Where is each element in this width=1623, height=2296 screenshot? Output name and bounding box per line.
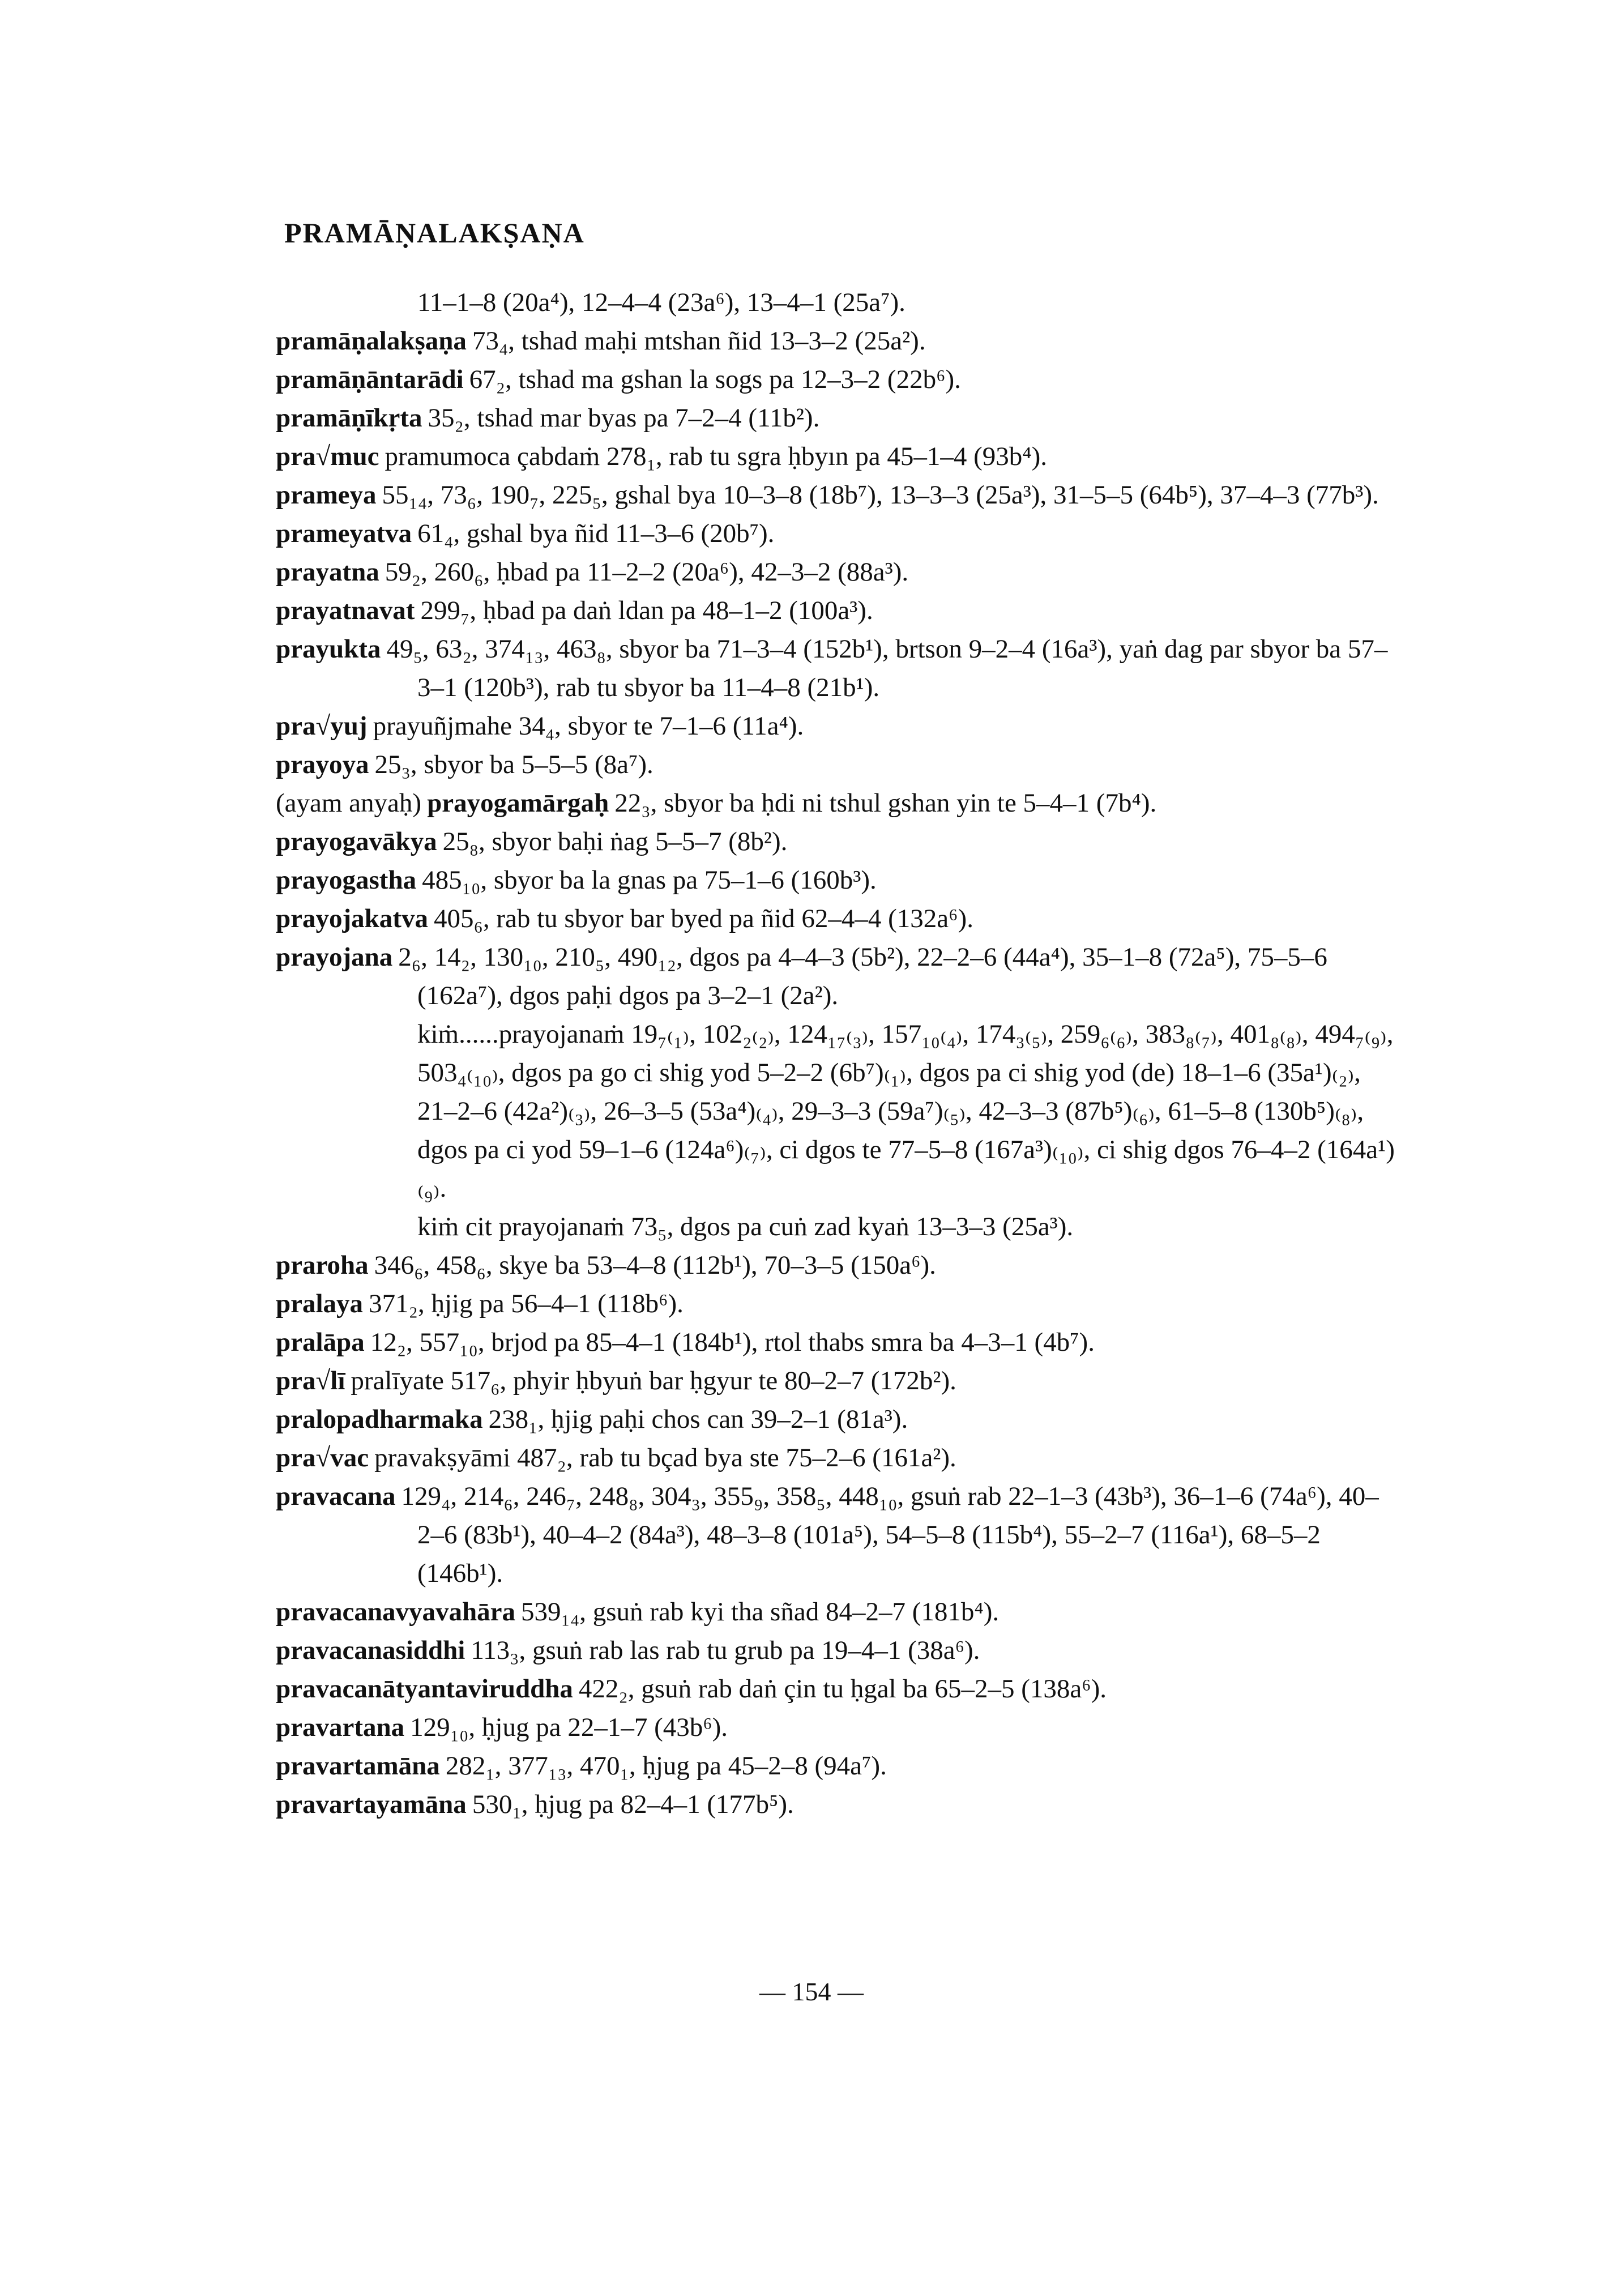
index-entry: [276, 399, 1397, 437]
index-entry: [276, 514, 1397, 553]
entry-headword: prayukta: [276, 634, 381, 664]
entry-headword: pra√vac: [276, 1443, 369, 1473]
index-entry: [276, 1708, 1397, 1747]
entry-headword: pravacana: [276, 1482, 396, 1511]
index-entry: [276, 707, 1397, 745]
entry-headword: pravacanātyantaviruddha: [276, 1674, 573, 1704]
index-entry: [276, 1284, 1397, 1323]
entry-references: pramumoca çabdaṁ 278₁, rab tu sgra ḥbyın pa 45–1–4 (93b⁴).: [385, 442, 1048, 471]
index-entry: [276, 630, 1397, 707]
entry-headword: pravartamāna: [276, 1751, 440, 1781]
index-entry: [276, 360, 1397, 399]
entry-headword: prameyatva: [276, 519, 412, 548]
index-entry: [276, 822, 1397, 861]
entry-headword: pravartana: [276, 1713, 405, 1742]
page-header: PRAMĀṆALAKṢAṆA: [284, 217, 585, 249]
index-entry: [276, 1400, 1397, 1439]
entry-headword: pralāpa: [276, 1328, 365, 1357]
entry-references: 346₆, 458₆, skye ba 53–4–8 (112b¹), 70–3–5 (150a⁶).: [374, 1251, 936, 1280]
index-entry: [276, 1631, 1397, 1670]
index-entry: [276, 553, 1397, 591]
entry-references: 530₁, ḥjug pa 82–4–1 (177b⁵).: [472, 1790, 794, 1819]
index-entry: [276, 745, 1397, 784]
entry-references: pravakṣyāmi 487₂, rab tu bçad bya ste 75–2–6 (161a²).: [374, 1443, 956, 1473]
entry-headword: pra√muc: [276, 442, 379, 471]
entry-headword: prayoya: [276, 750, 369, 779]
entry-headword: prayogamārgaḥ: [427, 788, 609, 818]
entry-references: 12₂, 557₁₀, brjod pa 85–4–1 (184b¹), rtol thabs smra ba 4–3–1 (4b⁷).: [370, 1328, 1095, 1357]
entry-references: 73₄, tshad maḥi mtshan ñid 13–3–2 (25a²).: [472, 326, 926, 356]
entry-headword: pramāṇalakṣaṇa: [276, 326, 467, 356]
index-entry: [276, 1246, 1397, 1284]
index-entry: [276, 861, 1397, 899]
entry-prefix: (ayam anyaḥ): [276, 788, 422, 818]
entry-references: 2₆, 14₂, 130₁₀, 210₅, 490₁₂, dgos pa 4–4–3 (5b²), 22–2–6 (44a⁴), 35–1–8 (72a⁵), 75–5–6 (162a⁷), dgos paḥi dgos pa 3–2–1 (2a²).: [398, 942, 1327, 1010]
entry-references: kiṁ cit prayojanaṁ 73₅, dgos pa cuṅ zad kyaṅ 13–3–3 (25a³).: [417, 1212, 1074, 1241]
entry-references: 299₇, ḥbad pa daṅ ldan pa 48–1–2 (100a³).: [420, 596, 873, 625]
entry-references: 67₂, tshad ma gshan la sogs pa 12–3–2 (22b⁶).: [469, 365, 961, 394]
entry-continuation: [276, 1015, 1397, 1207]
entry-headword: pralopadharmaka: [276, 1405, 483, 1434]
page-number: — 154 —: [759, 1977, 864, 2006]
index-entry: [276, 1323, 1397, 1362]
index-entry: [276, 476, 1397, 514]
entry-references: 35₂, tshad mar byas pa 7–2–4 (11b²).: [428, 403, 820, 433]
entry-references: 129₁₀, ḥjug pa 22–1–7 (43b⁶).: [410, 1713, 728, 1742]
entry-references: 59₂, 260₆, ḥbad pa 11–2–2 (20a⁶), 42–3–2 (88a³).: [385, 557, 909, 587]
index-entry: [276, 899, 1397, 938]
entry-headword: prayojakatva: [276, 904, 428, 933]
entry-references: 129₄, 214₆, 246₇, 248₈, 304₃, 355₉, 358₅, 448₁₀, gsuṅ rab 22–1–3 (43b³), 36–1–6 (74a⁶), 40–2–6 (83b¹), 40–4–2 (84a³), 48–3–8 (101a⁵), 54–5–8 (115b⁴), 55–2–7 (116a¹), 68–5–2 (146b¹).: [401, 1482, 1379, 1588]
index-entry: [276, 1785, 1397, 1824]
entry-headword: prayogavākya: [276, 827, 437, 856]
entry-headword: pramāṇāntarādi: [276, 365, 464, 394]
entry-headword: prayojana: [276, 942, 393, 972]
entry-references: kiṁ......prayojanaṁ 19₇₍₁₎, 102₂₍₂₎, 124₁₇₍₃₎, 157₁₀₍₄₎, 174₃₍₅₎, 259₆₍₆₎, 383₈₍₇₎, 401₈₍₈₎, 494₇₍₉₎, 503₄₍₁₀₎, dgos pa go ci shig yod 5–2–2 (6b⁷)₍₁₎, dgos pa ci shig yod (de) 18–1–6 (35a¹)₍₂₎, 21–2–6 (42a²)₍₃₎, 26–3–5 (53a⁴)₍₄₎, 29–3–3 (59a⁷)₍₅₎, 42–3–3 (87b⁵)₍₆₎, 61–5–8 (130b⁵)₍₈₎, dgos pa ci yod 59–1–6 (124a⁶)₍₇₎, ci dgos te 77–5–8 (167a³)₍₁₀₎, ci shig dgos 76–4–2 (164a¹)₍₉₎.: [417, 1019, 1395, 1203]
entry-headword: prayatnavat: [276, 596, 415, 625]
index-entry: [276, 322, 1397, 360]
entry-headword: pravartayamāna: [276, 1790, 467, 1819]
entry-headword: praroha: [276, 1251, 369, 1280]
entry-references: 371₂, ḥjig pa 56–4–1 (118b⁶).: [369, 1289, 684, 1318]
entry-references: 282₁, 377₁₃, 470₁, ḥjug pa 45–2–8 (94a⁷).: [445, 1751, 887, 1781]
entry-headword: prayatna: [276, 557, 379, 587]
entry-headword: pralaya: [276, 1289, 364, 1318]
entry-references: 55₁₄, 73₆, 190₇, 225₅, gshal bya 10–3–8 (18b⁷), 13–3–3 (25a³), 31–5–5 (64b⁵), 37–4–3 (77b³).: [382, 480, 1379, 510]
entry-references: 539₁₄, gsuṅ rab kyi tha sñad 84–2–7 (181b⁴).: [521, 1597, 1000, 1627]
entry-references: 405₆, rab tu sbyor bar byed pa ñid 62–4–4 (132a⁶).: [433, 904, 973, 933]
index-entry: [276, 1477, 1397, 1593]
index-entry: [276, 591, 1397, 630]
index-entry: [276, 938, 1397, 1015]
entry-headword: prayogastha: [276, 865, 417, 895]
entry-references: 238₁, ḥjig paḥi chos can 39–2–1 (81a³).: [488, 1405, 908, 1434]
entry-headword: pramāṇīkṛta: [276, 403, 422, 433]
index-entry: [276, 437, 1397, 476]
index-entries: [276, 283, 1397, 1824]
entry-references: 485₁₀, sbyor ba la gnas pa 75–1–6 (160b³).: [422, 865, 877, 895]
index-entry: [276, 784, 1397, 822]
entry-continuation: [276, 1207, 1397, 1246]
index-entry: [276, 1593, 1397, 1631]
entry-references: 61₄, gshal bya ñid 11–3–6 (20b⁷).: [417, 519, 775, 548]
entry-headword: pravacanasiddhi: [276, 1636, 465, 1665]
entry-references: 22₃, sbyor ba ḥdi ni tshul gshan yin te 5–4–1 (7b⁴).: [614, 788, 1157, 818]
entry-references: 49₅, 63₂, 374₁₃, 463₈, sbyor ba 71–3–4 (152b¹), brtson 9–2–4 (16a³), yaṅ dag par sbyor ba 57–3–1 (120b³), rab tu sbyor ba 11–4–8 (21b¹).: [386, 634, 1388, 702]
entry-references: 25₃, sbyor ba 5–5–5 (8a⁷).: [374, 750, 654, 779]
index-entry: [276, 1670, 1397, 1708]
entry-headword: pravacanavyavahāra: [276, 1597, 515, 1627]
carried-over-line: 11–1–8 (20a⁴), 12–4–4 (23a⁶), 13–4–1 (25a⁷).: [417, 288, 906, 317]
entry-references: 25₈, sbyor baḥi ṅag 5–5–7 (8b²).: [442, 827, 788, 856]
entry-headword: pra√yuj: [276, 711, 368, 741]
index-entry: [276, 1439, 1397, 1477]
index-entry: [276, 1362, 1397, 1400]
entry-references: prayuñjmahe 34₄, sbyor te 7–1–6 (11a⁴).: [373, 711, 804, 741]
entry-references: 113₃, gsuṅ rab las rab tu grub pa 19–4–1 (38a⁶).: [471, 1636, 980, 1665]
index-entry: [276, 1747, 1397, 1785]
entry-references: pralīyate 517₆, phyir ḥbyuṅ bar ḥgyur te 80–2–7 (172b²).: [351, 1366, 956, 1395]
entry-headword: prameya: [276, 480, 377, 510]
entry-references: 422₂, gsuṅ rab daṅ çin tu ḥgal ba 65–2–5 (138a⁶).: [578, 1674, 1107, 1704]
entry-headword: pra√lī: [276, 1366, 345, 1395]
